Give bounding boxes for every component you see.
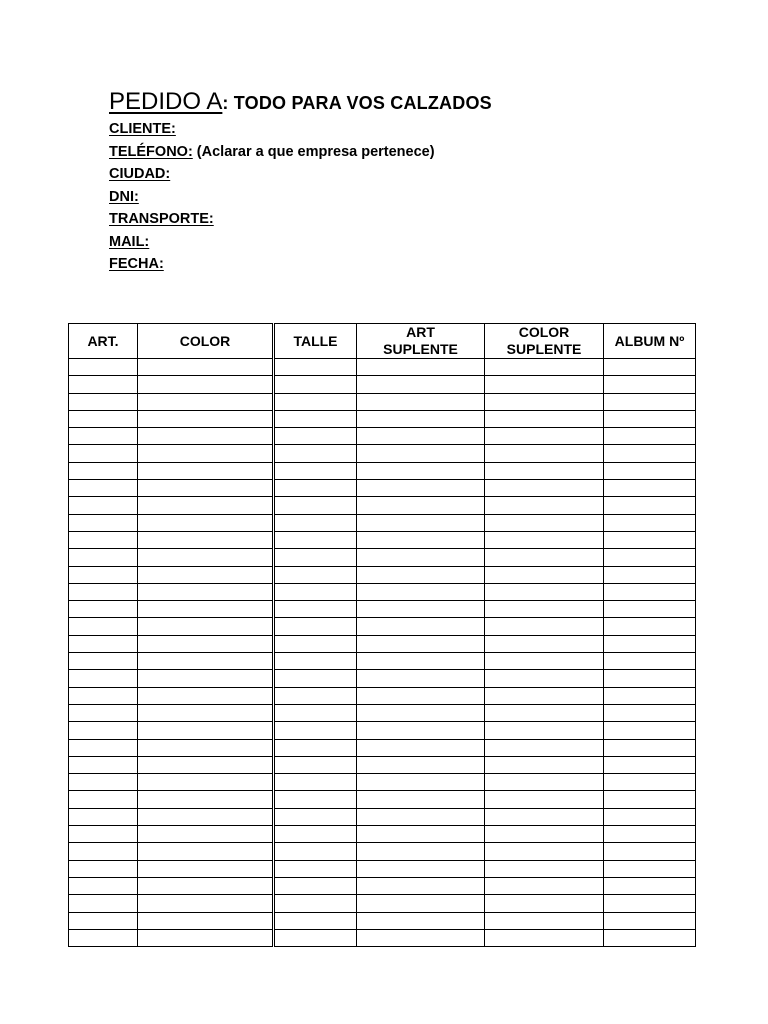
table-cell[interactable] (604, 860, 696, 877)
table-cell[interactable] (357, 895, 485, 912)
table-cell[interactable] (485, 929, 604, 946)
table-cell[interactable] (357, 445, 485, 462)
table-row (69, 756, 696, 773)
table-cell[interactable] (485, 912, 604, 929)
table-cell[interactable] (138, 774, 274, 791)
table-cell[interactable] (485, 480, 604, 497)
table-body (69, 359, 696, 947)
table-cell[interactable] (274, 462, 357, 479)
table-cell[interactable] (69, 514, 138, 531)
table-row (69, 808, 696, 825)
table-row (69, 722, 696, 739)
table-cell[interactable] (69, 393, 138, 410)
table-cell[interactable] (274, 445, 357, 462)
table-cell[interactable] (604, 791, 696, 808)
table-cell[interactable] (274, 497, 357, 514)
table-cell[interactable] (274, 393, 357, 410)
table-cell[interactable] (357, 376, 485, 393)
table-cell[interactable] (138, 704, 274, 721)
table-cell[interactable] (69, 601, 138, 618)
table-cell[interactable] (274, 670, 357, 687)
table-cell[interactable] (485, 704, 604, 721)
table-cell[interactable] (274, 774, 357, 791)
table-cell[interactable] (274, 514, 357, 531)
table-row (69, 739, 696, 756)
table-row (69, 877, 696, 894)
table-cell[interactable] (69, 895, 138, 912)
table-cell[interactable] (604, 843, 696, 860)
table-cell[interactable] (604, 704, 696, 721)
field-label: TRANSPORTE: (109, 211, 214, 227)
table-cell[interactable] (138, 826, 274, 843)
column-header (485, 324, 604, 359)
table-cell[interactable] (485, 410, 604, 427)
table-cell[interactable] (138, 670, 274, 687)
table-cell[interactable] (357, 497, 485, 514)
table-cell[interactable] (485, 462, 604, 479)
column-header (138, 324, 274, 359)
field-line (109, 186, 709, 209)
table-cell[interactable] (357, 635, 485, 652)
table-cell[interactable] (138, 583, 274, 600)
table-cell[interactable] (274, 843, 357, 860)
table-row (69, 687, 696, 704)
table-row (69, 549, 696, 566)
column-header-line1: ALBUM Nº (614, 332, 685, 349)
table-cell[interactable] (69, 410, 138, 427)
table-cell[interactable] (485, 808, 604, 825)
table-cell[interactable] (274, 359, 357, 376)
table-cell[interactable] (69, 791, 138, 808)
table-cell[interactable] (69, 359, 138, 376)
table-cell[interactable] (69, 531, 138, 548)
table-cell[interactable] (604, 756, 696, 773)
table-cell[interactable] (274, 722, 357, 739)
table-row (69, 514, 696, 531)
table-cell[interactable] (69, 739, 138, 756)
table-cell[interactable] (357, 704, 485, 721)
field-line (109, 253, 709, 276)
field-label: FECHA: (109, 256, 164, 272)
table-cell[interactable] (604, 583, 696, 600)
table-cell[interactable] (274, 428, 357, 445)
column-header (604, 324, 696, 359)
table-cell[interactable] (274, 929, 357, 946)
table-cell[interactable] (357, 566, 485, 583)
table-cell[interactable] (357, 618, 485, 635)
table-cell[interactable] (357, 480, 485, 497)
table-cell[interactable] (357, 687, 485, 704)
table-cell[interactable] (138, 531, 274, 548)
table-cell[interactable] (138, 445, 274, 462)
table-cell[interactable] (138, 514, 274, 531)
table-row (69, 393, 696, 410)
table-cell[interactable] (604, 549, 696, 566)
table-cell[interactable] (138, 808, 274, 825)
field-note: (Aclarar a que empresa pertenece) (192, 143, 435, 160)
column-header-line2: SUPLENTE (506, 341, 582, 357)
table-cell[interactable] (604, 601, 696, 618)
title-separator: : (222, 93, 229, 113)
field-label: MAIL: (109, 233, 150, 250)
table-cell[interactable] (69, 566, 138, 583)
table-cell[interactable] (357, 549, 485, 566)
table-cell[interactable] (138, 410, 274, 427)
table-cell[interactable] (485, 653, 604, 670)
table-cell[interactable] (604, 410, 696, 427)
table-cell[interactable] (138, 929, 274, 946)
table-cell[interactable] (485, 756, 604, 773)
table-cell[interactable] (485, 583, 604, 600)
table-cell[interactable] (69, 480, 138, 497)
table-cell[interactable] (69, 445, 138, 462)
field-label: CIUDAD: (109, 166, 171, 182)
table-header-row (69, 324, 696, 359)
table-cell[interactable] (69, 462, 138, 479)
table-cell[interactable] (274, 618, 357, 635)
table-cell[interactable] (274, 895, 357, 912)
table-cell[interactable] (357, 531, 485, 548)
table-cell[interactable] (604, 808, 696, 825)
table-cell[interactable] (69, 843, 138, 860)
field-label: CLIENTE: (109, 121, 176, 137)
table-cell[interactable] (138, 895, 274, 912)
table-cell[interactable] (604, 514, 696, 531)
table-cell[interactable] (485, 618, 604, 635)
table-cell[interactable] (138, 549, 274, 566)
table-cell[interactable] (138, 739, 274, 756)
table-cell[interactable] (357, 929, 485, 946)
table-cell[interactable] (604, 877, 696, 894)
column-header-line1: ART. (87, 332, 119, 349)
table-row (69, 445, 696, 462)
table-cell[interactable] (485, 791, 604, 808)
table-cell[interactable] (274, 860, 357, 877)
table-cell[interactable] (485, 860, 604, 877)
table-cell[interactable] (604, 445, 696, 462)
table-cell[interactable] (485, 774, 604, 791)
table-cell[interactable] (274, 480, 357, 497)
table-cell[interactable] (485, 739, 604, 756)
table-cell[interactable] (604, 635, 696, 652)
table-cell[interactable] (138, 843, 274, 860)
table-cell[interactable] (69, 808, 138, 825)
table-cell[interactable] (69, 756, 138, 773)
table-cell[interactable] (604, 739, 696, 756)
table-cell[interactable] (69, 497, 138, 514)
field-line (109, 118, 709, 141)
table-cell[interactable] (138, 756, 274, 773)
table-row (69, 583, 696, 600)
customer-fields (109, 118, 709, 276)
table-cell[interactable] (604, 497, 696, 514)
table-cell[interactable] (274, 739, 357, 756)
column-header (357, 324, 485, 359)
table-cell[interactable] (138, 376, 274, 393)
table-cell[interactable] (357, 462, 485, 479)
order-form-header (109, 86, 709, 276)
table-cell[interactable] (604, 393, 696, 410)
table-cell[interactable] (357, 393, 485, 410)
table-row (69, 566, 696, 583)
table-row (69, 774, 696, 791)
table-cell[interactable] (485, 670, 604, 687)
table-cell[interactable] (138, 462, 274, 479)
form-title (109, 86, 709, 118)
table-row (69, 359, 696, 376)
table-cell[interactable] (604, 531, 696, 548)
table-cell[interactable] (69, 912, 138, 929)
table-cell[interactable] (274, 756, 357, 773)
table-cell[interactable] (138, 860, 274, 877)
table-cell[interactable] (485, 393, 604, 410)
table-cell[interactable] (69, 583, 138, 600)
table-row (69, 860, 696, 877)
table-cell[interactable] (274, 410, 357, 427)
table-cell[interactable] (138, 635, 274, 652)
table-cell[interactable] (138, 497, 274, 514)
table-row (69, 410, 696, 427)
column-header (69, 324, 138, 359)
table-cell[interactable] (485, 635, 604, 652)
table-cell[interactable] (69, 687, 138, 704)
table-row (69, 462, 696, 479)
field-line (109, 208, 709, 231)
table-cell[interactable] (274, 531, 357, 548)
table-cell[interactable] (604, 826, 696, 843)
table-cell[interactable] (274, 877, 357, 894)
table-cell[interactable] (274, 566, 357, 583)
table-cell[interactable] (485, 687, 604, 704)
table-cell[interactable] (357, 791, 485, 808)
table-row (69, 497, 696, 514)
table-cell[interactable] (357, 514, 485, 531)
table-row (69, 704, 696, 721)
table-cell[interactable] (604, 670, 696, 687)
table-cell[interactable] (604, 480, 696, 497)
table-row (69, 912, 696, 929)
table-cell[interactable] (357, 826, 485, 843)
table-row (69, 653, 696, 670)
table-row (69, 791, 696, 808)
table-row (69, 635, 696, 652)
table-cell[interactable] (138, 722, 274, 739)
table-cell[interactable] (69, 860, 138, 877)
table-cell[interactable] (485, 549, 604, 566)
table-cell[interactable] (69, 877, 138, 894)
table-cell[interactable] (357, 877, 485, 894)
table-cell[interactable] (357, 774, 485, 791)
table-cell[interactable] (138, 359, 274, 376)
table-cell[interactable] (485, 843, 604, 860)
table-cell[interactable] (357, 428, 485, 445)
table-row (69, 843, 696, 860)
table-cell[interactable] (357, 410, 485, 427)
table-cell[interactable] (138, 687, 274, 704)
table-row (69, 929, 696, 946)
table-cell[interactable] (69, 653, 138, 670)
table-cell[interactable] (138, 791, 274, 808)
field-line (109, 141, 709, 164)
column-header-line1: COLOR (518, 324, 570, 340)
table-row (69, 376, 696, 393)
table-cell[interactable] (604, 722, 696, 739)
table-cell[interactable] (138, 393, 274, 410)
table-cell[interactable] (485, 514, 604, 531)
table-cell[interactable] (69, 428, 138, 445)
table-row (69, 480, 696, 497)
table-cell[interactable] (604, 462, 696, 479)
table-cell[interactable] (604, 912, 696, 929)
table-cell[interactable] (357, 912, 485, 929)
table-cell[interactable] (138, 877, 274, 894)
table-row (69, 601, 696, 618)
table-cell[interactable] (357, 756, 485, 773)
table-cell[interactable] (485, 826, 604, 843)
table-cell[interactable] (604, 428, 696, 445)
table-cell[interactable] (274, 549, 357, 566)
table-row (69, 826, 696, 843)
table-row (69, 618, 696, 635)
order-table (68, 323, 696, 947)
table-cell[interactable] (357, 601, 485, 618)
table-cell[interactable] (69, 618, 138, 635)
table-cell[interactable] (274, 376, 357, 393)
table-cell[interactable] (485, 895, 604, 912)
table-row (69, 531, 696, 548)
table-cell[interactable] (274, 687, 357, 704)
table-cell[interactable] (138, 601, 274, 618)
table-cell[interactable] (274, 653, 357, 670)
column-header-line2: SUPLENTE (383, 341, 458, 357)
table-cell[interactable] (138, 428, 274, 445)
table-cell[interactable] (274, 583, 357, 600)
table-cell[interactable] (138, 618, 274, 635)
field-line (109, 163, 709, 186)
table-cell[interactable] (485, 531, 604, 548)
table-row (69, 428, 696, 445)
table-cell[interactable] (485, 376, 604, 393)
table-cell[interactable] (69, 635, 138, 652)
table-cell[interactable] (69, 722, 138, 739)
table-cell[interactable] (69, 929, 138, 946)
table-row (69, 670, 696, 687)
table-cell[interactable] (604, 359, 696, 376)
table-cell[interactable] (604, 774, 696, 791)
column-header-line1: ART (406, 324, 435, 340)
table-cell[interactable] (357, 653, 485, 670)
table-cell[interactable] (138, 912, 274, 929)
table-cell[interactable] (138, 566, 274, 583)
field-label: DNI: (109, 188, 139, 205)
table-cell[interactable] (69, 704, 138, 721)
table-cell[interactable] (604, 566, 696, 583)
table-cell[interactable] (357, 359, 485, 376)
table-cell[interactable] (604, 376, 696, 393)
title-prefix: PEDIDO A (109, 88, 223, 115)
column-header-line1: TALLE (293, 332, 338, 349)
table-cell[interactable] (485, 497, 604, 514)
table-cell[interactable] (485, 601, 604, 618)
table-cell[interactable] (485, 445, 604, 462)
field-label: TELÉFONO: (109, 143, 193, 160)
table-cell[interactable] (138, 653, 274, 670)
table-cell[interactable] (357, 583, 485, 600)
table-row (69, 895, 696, 912)
table-cell[interactable] (274, 601, 357, 618)
table-cell[interactable] (274, 808, 357, 825)
field-line (109, 231, 709, 254)
table-cell[interactable] (69, 826, 138, 843)
table-cell[interactable] (604, 929, 696, 946)
table-cell[interactable] (604, 618, 696, 635)
table-cell[interactable] (138, 480, 274, 497)
table-cell[interactable] (485, 428, 604, 445)
column-header (274, 324, 357, 359)
table-cell[interactable] (357, 722, 485, 739)
column-header-line1: COLOR (179, 332, 231, 349)
table-cell[interactable] (485, 877, 604, 894)
table-cell[interactable] (274, 791, 357, 808)
table-cell[interactable] (485, 359, 604, 376)
table-cell[interactable] (357, 843, 485, 860)
table-cell[interactable] (604, 895, 696, 912)
table-cell[interactable] (604, 687, 696, 704)
table-cell[interactable] (357, 739, 485, 756)
table-cell[interactable] (69, 549, 138, 566)
table-cell[interactable] (274, 826, 357, 843)
table-cell[interactable] (357, 670, 485, 687)
table-cell[interactable] (69, 376, 138, 393)
table-cell[interactable] (274, 635, 357, 652)
table-cell[interactable] (357, 808, 485, 825)
table-cell[interactable] (274, 912, 357, 929)
table-cell[interactable] (485, 566, 604, 583)
table-cell[interactable] (357, 860, 485, 877)
table-cell[interactable] (274, 704, 357, 721)
table-cell[interactable] (485, 722, 604, 739)
table-cell[interactable] (69, 774, 138, 791)
company-name: TODO PARA VOS CALZADOS (233, 93, 492, 113)
table-cell[interactable] (69, 670, 138, 687)
table-cell[interactable] (604, 653, 696, 670)
